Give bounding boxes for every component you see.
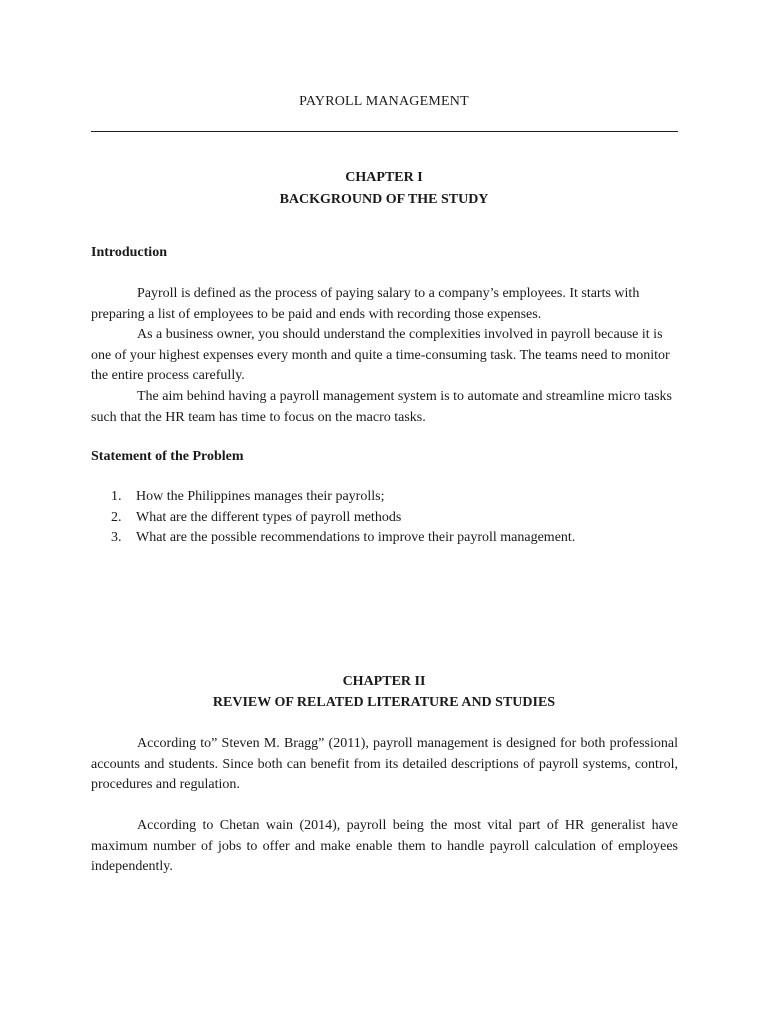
introduction-paragraph: The aim behind having a payroll management system is to automate and streamline micro tasks such that the HR team has time to focus on the macro tasks.: [91, 388, 672, 425]
introduction-heading: Introduction: [91, 245, 167, 260]
introduction-paragraph: Payroll is defined as the process of paying salary to a company’s employees. It starts with preparing a list of employees to be paid and ends with recording those expenses.: [91, 286, 640, 322]
list-item-number: 2.: [111, 509, 122, 525]
chapter-1-subheading: BACKGROUND OF THE STUDY: [279, 192, 489, 207]
list-item: [91, 487, 678, 508]
literature-paragraph-2: [91, 816, 678, 878]
list-item: [91, 508, 678, 529]
chapter-2-subheading: REVIEW OF RELATED LITERATURE AND STUDIES: [212, 695, 556, 710]
literature-paragraph-1: [91, 734, 678, 796]
title-divider: [91, 131, 678, 132]
list-item-number: 3.: [111, 530, 122, 546]
document-title: PAYROLL MANAGEMENT: [299, 94, 469, 109]
introduction-body: [91, 284, 678, 428]
literature-paragraph: According to” Steven M. Bragg” (2011), payroll management is designed for both professional accounts and students. Since both can benefit from its detailed descriptions of payroll systems, control, procedures and regulation.: [91, 736, 678, 793]
problem-list: [91, 487, 678, 549]
list-item-text: What are the different types of payroll methods: [136, 509, 402, 525]
list-item: [91, 528, 678, 549]
list-item-text: What are the possible recommendations to improve their payroll management.: [136, 530, 576, 546]
chapter-1-heading: CHAPTER I: [345, 170, 423, 185]
list-item-text: How the Philippines manages their payrolls;: [136, 489, 385, 504]
introduction-paragraph: As a business owner, you should understand the complexities involved in payroll because it is one of your highest expenses every month and quite a time-consuming task. The teams need to monitor the entire process carefully.: [91, 327, 670, 384]
literature-paragraph: According to Chetan wain (2014), payroll being the most vital part of HR generalist have maximum number of jobs to offer and make enable them to handle payroll calculation of employees independently.: [91, 818, 678, 875]
list-item-number: 1.: [111, 489, 122, 504]
problem-statement-heading: Statement of the Problem: [91, 449, 244, 464]
chapter-2-heading: CHAPTER II: [342, 674, 426, 689]
